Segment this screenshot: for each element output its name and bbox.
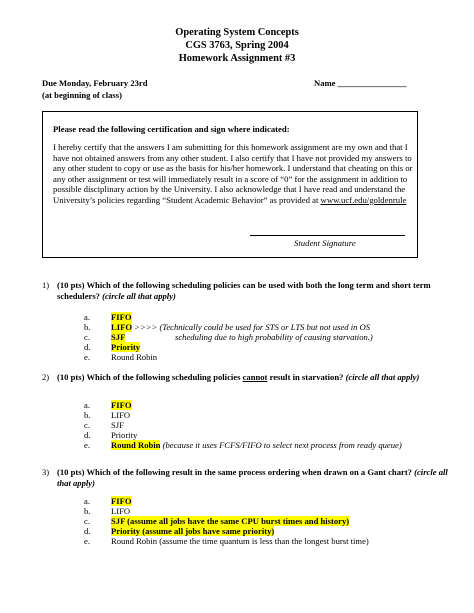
option-note: (because it uses FCFS/FIFO to select next process from ready queue): [160, 440, 402, 450]
due-date: Due Monday, February 23rd: [42, 78, 148, 88]
option-note: >>>> (Technically could be used for STS or LTS but not used in OS: [132, 322, 371, 332]
homework-page: Operating System Concepts CGS 3763, Spring 2004 Homework Assignment #3 Due Monday, February 23rd (at beginning of class) Name ________________ Please read the following certification and sign where indicated: I hereby certify that the answers I am submitting for this homework assignment are my own and that I have not obtained answers from any other student. I also certify that I have not provided my answers to any other student to copy or use as the basis for his/her homework. I understand that cheating on this or any other assignment or test will immediately result in a score of “0” for the assignment in addition to possible disciplinary action by the University. I also acknowledge that I have read and understand the University’s policies regarding “Student Academic Behavior” as provided at www.ucf.edu/goldenrule Student Signature 1) (10 pts) Which of the following scheduling policies can be used with both the long term and short term schedulers? (circle all that apply) a. FIFO b. LIFO >>>> (Technically could be used for STS or LTS but not used in OS c. SJF scheduling due to high probability of causing starvation.) d. Priority e. Round Robin 2) (10 pts) Which of the following scheduling policies cannot result in starvation? (circle all that apply) a. FIFO b. LIFO c. SJF d. Priority e. Round Robin (because it uses FCFS/FIFO to select next process from ready queue) 3) (10 pts) Which of the following result in the same process ordering when drawn on a Gant chart? (circle all that apply) a. FIFO b. LIFO c. SJF (assume all jobs have the same CPU burst times and history) d. Priority (assume all jobs have same priority) e. Round Robin (assume the time quantum is less than the longest burst time): [0, 0, 474, 613]
question-text: (10 pts) Which of the following scheduling policies can be used with both the long term and short term schedulers? (circle all that apply): [57, 280, 431, 301]
course-title: Operating System Concepts: [175, 27, 299, 38]
question-number: 3): [42, 467, 50, 477]
signature-label: Student Signature: [294, 238, 356, 248]
certification-heading: Please read the following certification and sign where indicated:: [53, 124, 290, 134]
goldenrule-link[interactable]: www.ucf.edu/goldenrule: [320, 194, 407, 205]
question-text: (10 pts) Which of the following scheduling policies cannot result in starvation? (circle all that apply): [57, 372, 420, 382]
question-number: 2): [42, 372, 50, 382]
question-text: (10 pts) Which of the following result in the same process ordering when drawn on a Gant chart? (circle all that apply): [57, 467, 448, 488]
question-number: 1): [42, 280, 50, 290]
name-field: Name ________________: [314, 78, 407, 88]
due-note: (at beginning of class): [42, 90, 122, 100]
assignment-title: Homework Assignment #3: [178, 53, 296, 64]
option-note-continued: scheduling due to high probability of causing starvation.): [175, 332, 373, 342]
course-code: CGS 3763, Spring 2004: [185, 40, 289, 51]
signature-line: [250, 235, 405, 236]
certification-body: [53, 142, 413, 206]
certification-text: I hereby certify that the answers I am submitting for this homework assignment are my own and that I have not obtained answers from any other student. I also certify that I have not provided my answers to any other student to copy or use as the basis for his/her homework. I understand that cheating on this or any other assignment or test will immediately result in a score of “0” for the assignment in addition to possible disciplinary action by the University. I also acknowledge that I have read and understand the University’s policies regarding “Student Academic Behavior” as provided at: [53, 142, 413, 205]
